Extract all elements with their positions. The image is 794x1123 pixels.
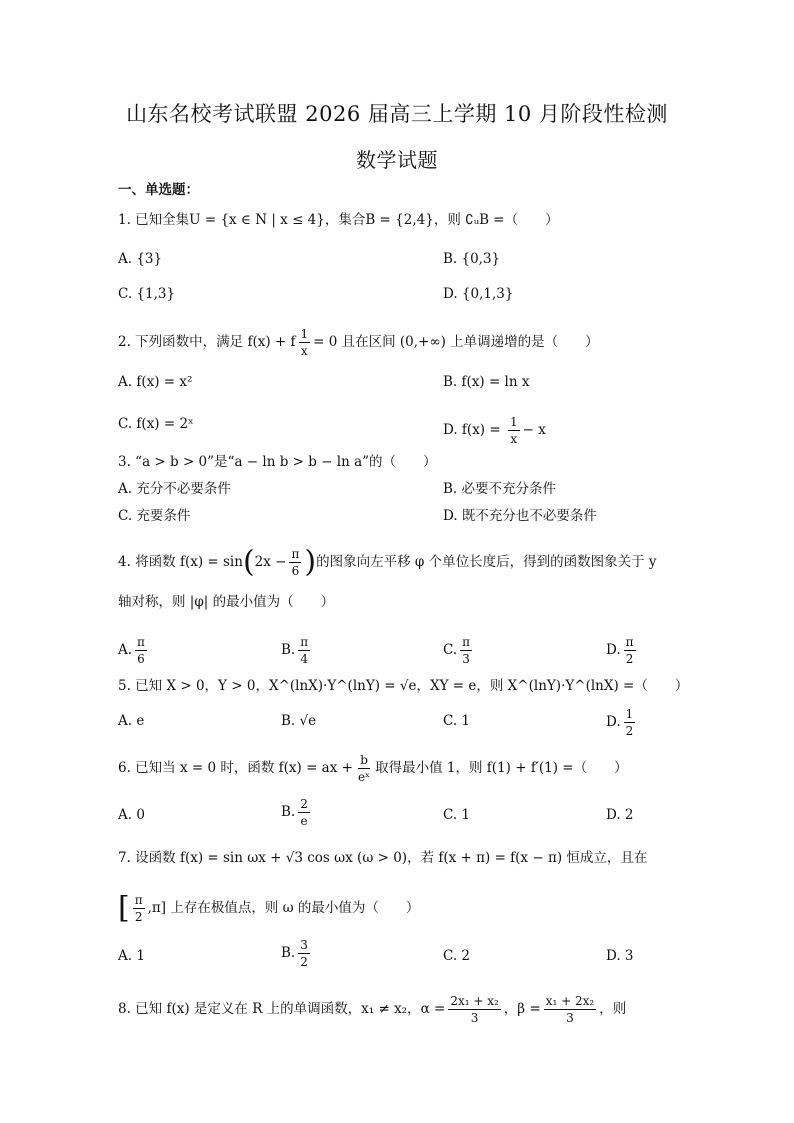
question-7-stem: 7. 设函数 f(x) = sin ωx + √3 cos ωx (ω > 0)，若 f(x + π) = f(x − π) 恒成立，且在 <box>118 850 648 866</box>
question-3-option-b: B. 必要不充分条件 <box>443 481 557 497</box>
question-2-option-b: B. f(x) = ln x <box>443 374 530 390</box>
question-2-option-c: C. f(x) = 2ˣ <box>118 416 194 432</box>
question-7-option-c: C. 2 <box>443 948 471 964</box>
question-1-option-d: D. {0,1,3} <box>443 286 514 302</box>
question-3-option-a: A. 充分不必要条件 <box>118 481 231 497</box>
question-4-option-a: A. $\frac{\pi}{6}$ <box>118 635 145 666</box>
section-heading: 一、单选题： <box>118 182 199 198</box>
fraction: $\frac{\pi}{2}$ <box>134 893 143 924</box>
question-5-option-d: D. $\frac{1}{2}$ <box>606 707 634 738</box>
question-6-option-d: D. 2 <box>606 807 634 823</box>
question-8-stem: 8. 已知 f(x) 是定义在 R 上的单调函数，x₁ ≠ x₂，α = $\frac{\text{2x₁ + x₂}}{3}$ ，β = $\frac{\text{x₁ + 2x₂}}{3}$ ，则 <box>118 994 627 1025</box>
question-1-option-c: C. {1,3} <box>118 286 176 302</box>
question-1-stem: 1. 已知全集U = {x ∈ N | x ≤ 4}，集合B = {2,4}，则 ∁ᵤB =（ ） <box>118 212 559 228</box>
fraction: $\frac{1}{x}$ <box>509 415 518 446</box>
question-4-option-c: C. $\frac{\pi}{3}$ <box>443 635 471 666</box>
fraction: $\frac{\pi}{6}$ <box>291 547 300 578</box>
question-3-stem: 3. “a > b > 0”是“a − ln b > b − ln a”的（ ） <box>118 454 437 470</box>
question-3-option-d: D. 既不充分也不必要条件 <box>443 508 597 524</box>
question-4-stem: 4. 将函数 f(x) = sin(2x − $\frac{\pi}{6}$ )的图象向左平移 φ 个单位长度后，得到的函数图象关于 y <box>118 544 657 580</box>
exam-subtitle: 数学试题 <box>356 148 438 172</box>
question-7-option-b: B. $\frac{3}{2}$ <box>281 938 308 969</box>
question-5-option-a: A. e <box>118 713 145 729</box>
question-7-stem-line-2: [ $\frac{\pi}{2}$ ,π] 上存在极值点，则 ω 的最小值为（ ） <box>118 890 420 926</box>
question-2-option-a: A. f(x) = x² <box>118 374 193 390</box>
question-1-option-b: B. {0,3} <box>443 251 501 267</box>
question-7-option-d: D. 3 <box>606 948 634 964</box>
question-5-stem: 5. 已知 X > 0，Y > 0，X^(lnX)·Y^(lnY) = √e，XY = e，则 X^(lnY)·Y^(lnX) =（ ） <box>118 678 689 694</box>
fraction: $\frac{b}{\text{eˣ}}$ <box>357 753 371 784</box>
question-6-stem: 6. 已知当 x = 0 时，函数 f(x) = ax + $\frac{b}{\text{eˣ}}$ 取得最小值 1，则 f(1) + f′(1) =（ ） <box>118 753 628 784</box>
question-5-option-c: C. 1 <box>443 713 471 729</box>
question-4-stem-line-2: 轴对称，则 |φ| 的最小值为（ ） <box>118 594 335 610</box>
question-4-option-b: B. $\frac{\pi}{4}$ <box>281 635 309 666</box>
question-2-stem: 2. 下列函数中，满足 f(x) + f $\frac{1}{x}$ = 0 且在区间 (0,+∞) 上单调递增的是（ ） <box>118 327 599 358</box>
question-1-option-a: A. {3} <box>118 251 163 267</box>
question-6-option-b: B. $\frac{2}{e}$ <box>281 797 308 828</box>
question-6-option-c: C. 1 <box>443 807 471 823</box>
question-7-option-a: A. 1 <box>118 948 145 964</box>
question-3-option-c: C. 充要条件 <box>118 508 191 524</box>
fraction: $\frac{\text{x₁ + 2x₂}}{3}$ <box>545 994 595 1025</box>
question-4-option-d: D. $\frac{\pi}{2}$ <box>606 635 634 666</box>
fraction: $\frac{\text{2x₁ + x₂}}{3}$ <box>450 994 499 1025</box>
question-2-option-d: D. f(x) = $\frac{1}{x}$ − x <box>443 415 546 446</box>
question-5-option-b: B. √e <box>281 713 317 729</box>
exam-title: 山东名校考试联盟 2026 届高三上学期 10 月阶段性检测 <box>126 102 668 126</box>
question-6-option-a: A. 0 <box>118 807 145 823</box>
fraction: $\frac{1}{x}$ <box>300 327 309 358</box>
